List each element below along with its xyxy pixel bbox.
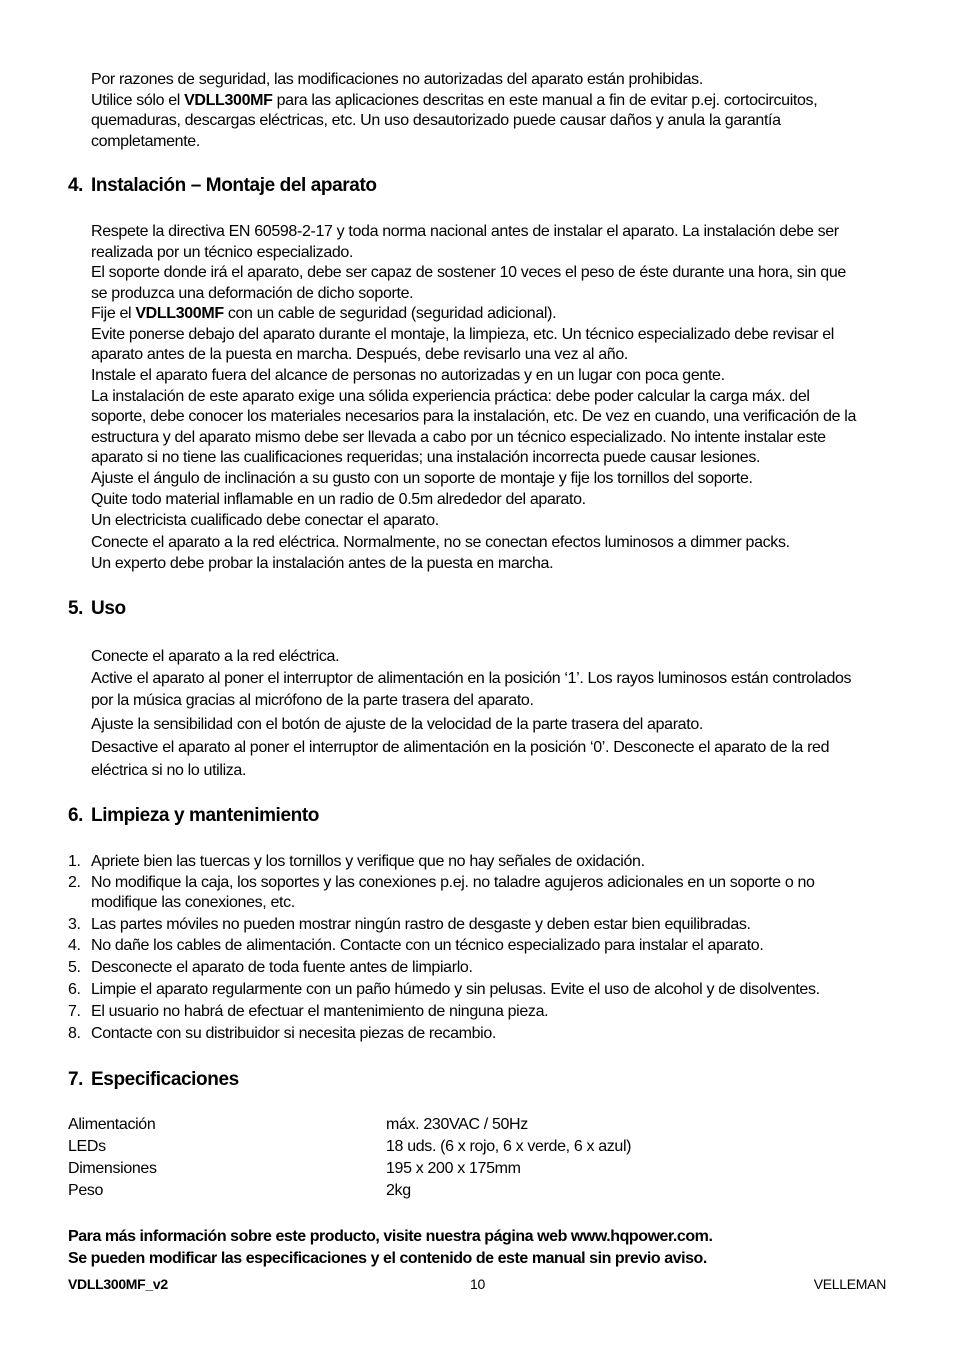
section-7-title: Especificaciones bbox=[91, 1069, 239, 1090]
s4-fix-pre: Fije el bbox=[91, 305, 136, 322]
s4-line-6: aparato antes de la puesta en marcha. Después, debe revisarlo una vez al año. bbox=[91, 346, 628, 363]
section-7-number: 7. bbox=[68, 1069, 84, 1090]
s4-line-9: soporte, debe conocer los materiales necesarios para la instalación, etc. De vez en cuando, una verificación de la bbox=[91, 408, 857, 425]
s4-line-15: Conecte el aparato a la red eléctrica. Normalmente, no se conectan efectos luminosos a dimmer packs. bbox=[91, 533, 790, 551]
list-item-text: No dañe los cables de alimentación. Contacte con un técnico especializado para instalar el aparato. bbox=[91, 937, 764, 954]
section-4-number: 4. bbox=[68, 175, 84, 196]
list-item-text: Contacte con su distribuidor si necesita piezas de recambio. bbox=[91, 1025, 497, 1042]
section-6-number: 6. bbox=[68, 805, 84, 826]
intro-line-3: quemaduras, descargas eléctricas, etc. Un uso desautorizado puede causar daños y anula la garantía bbox=[91, 112, 781, 129]
list-item-text: Desconecte el aparato de toda fuente antes de limpiarlo. bbox=[91, 959, 473, 976]
s5-line-3: por la música gracias al micrófono de la parte trasera del aparato. bbox=[91, 692, 534, 709]
intro-line-4: completamente. bbox=[91, 132, 200, 150]
section-7-heading bbox=[68, 1069, 239, 1091]
intro-line-1: Por razones de seguridad, las modificaciones no autorizadas del aparato están prohibidas. bbox=[91, 71, 703, 88]
spec-value-leds: 18 uds. (6 x rojo, 6 x verde, 6 x azul) bbox=[386, 1138, 632, 1155]
list-item-number: 4. bbox=[68, 937, 81, 954]
s4-line-16: Un experto debe probar la instalación antes de la puesta en marcha. bbox=[91, 554, 554, 572]
section-4-title: Instalación – Montaje del aparato bbox=[91, 175, 377, 196]
s4-line-11: aparato si no tiene las cualificaciones requeridas; una instalación incorrecta puede causar lesiones. bbox=[91, 449, 761, 466]
notice-line-1: Para más información sobre este producto, visite nuestra página web www.hqpower.com. bbox=[68, 1228, 713, 1245]
section-6-title: Limpieza y mantenimiento bbox=[91, 805, 319, 826]
s4-line-7: Instale el aparato fuera del alcance de personas no autorizadas y en un lugar con poca gente. bbox=[91, 367, 725, 384]
s4-fix-line bbox=[91, 304, 891, 325]
spec-label-leds: LEDs bbox=[68, 1138, 106, 1155]
page-number: 10 bbox=[470, 1276, 485, 1292]
section-5-heading bbox=[68, 598, 126, 620]
spec-label-power: Alimentación bbox=[68, 1116, 156, 1133]
s5-line-2: Active el aparato al poner el interruptor de alimentación en la posición ‘1’. Los rayos luminosos están controlados bbox=[91, 670, 852, 687]
list-item-text: El usuario no habrá de efectuar el mantenimiento de ninguna pieza. bbox=[91, 1003, 549, 1020]
section-5-title: Uso bbox=[91, 598, 126, 619]
footer-brand: VELLEMAN bbox=[813, 1276, 886, 1292]
list-item-number: 7. bbox=[68, 1003, 81, 1020]
section-5-number: 5. bbox=[68, 598, 84, 619]
spec-value-power: máx. 230VAC / 50Hz bbox=[386, 1116, 528, 1133]
list-item-text: Apriete bien las tuercas y los tornillos y verifique que no hay señales de oxidación. bbox=[91, 853, 645, 870]
intro-line-2 bbox=[91, 91, 891, 112]
spec-value-weight: 2kg bbox=[386, 1182, 411, 1199]
s4-line-12: Ajuste el ángulo de inclinación a su gusto con un soporte de montaje y fije los tornillos del soporte. bbox=[91, 469, 753, 487]
spec-label-weight: Peso bbox=[68, 1182, 104, 1199]
s4-line-13: Quite todo material inflamable en un radio de 0.5m alrededor del aparato. bbox=[91, 490, 586, 508]
s4-line-2: realizada por un técnico especializado. bbox=[91, 243, 354, 261]
s5-line-5: Desactive el aparato al poner el interruptor de alimentación en la posición ‘0’. Desconecte el aparato de la red bbox=[91, 739, 830, 756]
s4-line-8: La instalación de este aparato exige una sólida experiencia práctica: debe poder calcular la carga máx. del bbox=[91, 387, 810, 405]
footer-model-code: VDLL300MF_v2 bbox=[68, 1276, 168, 1292]
s4-line-1: Respete la directiva EN 60598-2-17 y toda norma nacional antes de instalar el aparato. La instalación debe ser bbox=[91, 223, 839, 240]
intro-model: VDLL300MF bbox=[184, 91, 273, 109]
s4-line-14: Un electricista cualificado debe conectar el aparato. bbox=[91, 512, 439, 529]
s4-line-4: se produzca una deformación de dicho soporte. bbox=[91, 284, 414, 302]
s5-line-6: eléctrica si no lo utiliza. bbox=[91, 761, 247, 779]
s4-fix-model: VDLL300MF bbox=[135, 305, 224, 322]
list-item-number: 6. bbox=[68, 981, 81, 998]
list-item-number: 3. bbox=[68, 915, 81, 933]
s4-line-3: El soporte donde irá el aparato, debe ser capaz de sostener 10 veces el peso de éste durante una hora, sin que bbox=[91, 264, 846, 281]
list-item-number: 8. bbox=[68, 1025, 81, 1042]
s4-fix-post: con un cable de seguridad (seguridad adicional). bbox=[223, 305, 557, 322]
intro-line-2-post: para las aplicaciones descritas en este manual a fin de evitar p.ej. cortocircuitos, bbox=[272, 91, 818, 109]
section-6-heading bbox=[68, 805, 319, 827]
s5-line-1: Conecte el aparato a la red eléctrica. bbox=[91, 648, 340, 665]
spec-label-dimensions: Dimensiones bbox=[68, 1160, 157, 1177]
spec-value-dimensions: 195 x 200 x 175mm bbox=[386, 1160, 521, 1177]
list-item-number: 2. bbox=[68, 873, 81, 891]
list-item-text: Limpie el aparato regularmente con un paño húmedo y sin pelusas. Evite el uso de alcohol y de disolventes. bbox=[91, 981, 820, 998]
notice-line-2: Se pueden modificar las especificaciones y el contenido de este manual sin previo aviso. bbox=[68, 1250, 707, 1267]
s5-line-4: Ajuste la sensibilidad con el botón de ajuste de la velocidad de la parte trasera del aparato. bbox=[91, 716, 703, 733]
list-item-text: Las partes móviles no pueden mostrar ningún rastro de desgaste y deben estar bien equilibradas. bbox=[91, 915, 751, 933]
s4-line-5: Evite ponerse debajo del aparato durante el montaje, la limpieza, etc. Un técnico especializado debe revisar el bbox=[91, 325, 834, 343]
list-item-number: 1. bbox=[68, 853, 81, 870]
list-item-text: No modifique la caja, los soportes y las conexiones p.ej. no taladre agujeros adicionales en un soporte o no bbox=[91, 873, 815, 891]
section-4-heading bbox=[68, 175, 377, 197]
intro-line-2-pre: Utilice sólo el bbox=[91, 91, 185, 109]
list-item-text: modifique las conexiones, etc. bbox=[91, 894, 295, 911]
s4-line-10: estructura y del aparato mismo debe ser llevada a cabo por un técnico especializado. No intente instalar este bbox=[91, 428, 826, 446]
list-item-number: 5. bbox=[68, 959, 81, 976]
